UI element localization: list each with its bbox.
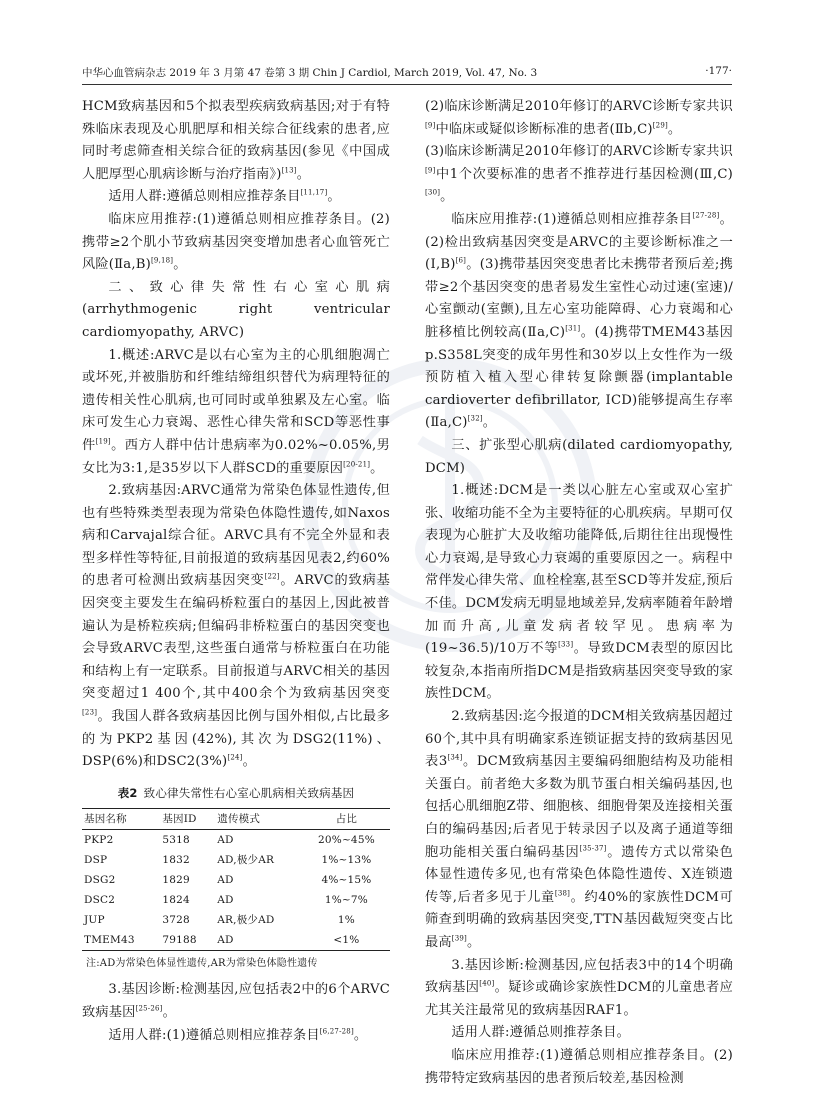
left-column (82, 96, 390, 1047)
paragraph: 1.概述:DCM是一类以心脏左心室或双心室扩张、收缩功能不全为主要特征的心肌疾病。早期可仅表现为心脏扩大及收缩功能降低,后期往往出现慢性心力衰竭,是导致心力衰竭的重要原因之一。病程中常伴发心律失常、血栓栓塞,甚至SCD等并发症,预后不佳。DCM发病无明显地域差异,发病率随着年龄增加而升高,儿童发病者较罕见。患病率为(19~36.5)/10万不等[33]。导致DCM表型的原因比较复杂,本指南所指DCM是指致病基因突变导致的家族性DCM。 (425, 483, 733, 702)
table-caption: 表2 致心律失常性右心室心肌病相关致病基因 (117, 785, 355, 800)
gene-table (82, 808, 390, 951)
page-number: ·177· (705, 65, 732, 77)
journal-citation: 中华心血管病杂志 2019 年 3 月第 47 卷第 3 期 Chin J Cardiol, March 2019, Vol. 47, No. 3 (82, 67, 538, 79)
right-column (425, 96, 733, 1090)
table-header: 占比 (335, 813, 358, 826)
table-row: DSG2 1829 AD 4%~15% (84, 874, 372, 887)
table-header: 基因ID (162, 813, 197, 826)
section-heading: 三、扩张型心肌病(dilated cardiomyopathy, DCM) (425, 437, 733, 476)
paragraph: 适用人群:(1)遵循总则相应推荐条目[6,27-28]。 (108, 1027, 368, 1043)
table-row: JUP 3728 AR,极少AD 1% (84, 914, 355, 927)
table-header: 遗传模式 (217, 813, 261, 826)
section-heading: 二、致心律失常性右心室心肌病(arrhythmogenic right ventricular cardiomyopathy, ARVC) (82, 279, 390, 340)
paragraph: (2)临床诊断满足2010年修订的ARVC诊断专家共识[9]中临床或疑似诊断标准的患者(Ⅱb,C)[29]。 (425, 99, 733, 137)
paragraph: 适用人群:遵循总则相应推荐条目[11,17]。 (108, 188, 341, 205)
paragraph: 1.概述:ARVC是以右心室为主的心肌细胞凋亡或坏死,并被脂肪和纤维结缔组织替代为病理特征的遗传相关性心肌病,也可同时或单独累及左心室。临床可发生心力衰竭、恶性心律失常和SCD等恶性事件[19]。西方人群中估计患病率为0.02%~0.05%,男女比为3:1,是35岁以下人群SCD的重要原因[20-21]。 (82, 347, 390, 476)
table-row: DSP 1832 AD,极少AR 1%~13% (84, 854, 372, 867)
table-header: 基因名称 (84, 813, 127, 826)
paragraph: 临床应用推荐:(1)遵循总则相应推荐条目[27-28]。(2)检出致病基因突变是ARVC的主要诊断标准之一(Ⅰ,B)[6]。(3)携带基因突变患者比未携带者预后差;携带≥2个基因突变的患者易发生室性心动过速(室速)/心室颤动(室颤),且左心室功能障碍、心力衰竭和心脏移植比例较高(Ⅱa,C)[31]。(4)携带TMEM43基因p.S358L突变的成年男性和30岁以上女性作为一级预防植入植入型心律转复除颤器(implantable cardioverter defibrillator, ICD)能够提高生存率(Ⅱa,C)[32]。 (425, 211, 733, 431)
paragraph: 2.致病基因:迄今报道的DCM相关致病基因超过60个,其中具有明确家系连锁证据支持的致病基因见表3[34]。DCM致病基因主要编码细胞结构及功能相关蛋白。前者绝大多数为肌节蛋白相关编码基因,也包括心肌细胞Z带、细胞核、细胞骨架及连接相关蛋白的编码基因;后者见于转录因子以及离子通道等细胞功能相关蛋白编码基因[35-37]。遗传方式以常染色体显性遗传多见,也有常染色体隐性遗传、X连锁遗传等,后者多见于儿童[38]。约40%的家族性DCM可筛查到明确的致病基因突变,TTN基因截短突变占比最高[39]。 (425, 709, 733, 950)
table-row: PKP2 5318 AD 20%~45% (84, 834, 375, 847)
paragraph: HCM致病基因和5个拟表型疾病致病基因;对于有特殊临床表现及心肌肥厚和相关综合征线索的患者,应同时考虑筛查相关综合征的致病基因(参见《中国成人肥厚型心肌病诊断与治疗指南》)[13]。 (82, 99, 390, 182)
paragraph: 临床应用推荐:(1)遵循总则相应推荐条目。(2)携带≥2个肌小节致病基因突变增加患者心血管死亡风险(Ⅱa,B)[9,18]。 (82, 211, 390, 273)
paragraph: 临床应用推荐:(1)遵循总则相应推荐条目。(2)携带特定致病基因的患者预后较差,基因检测 (425, 1047, 733, 1086)
table-row: DSC2 1824 AD 1%~7% (84, 894, 368, 907)
paragraph: 适用人群:遵循总则推荐条目。 (451, 1025, 631, 1041)
paragraph: (3)临床诊断满足2010年修订的ARVC诊断专家共识[9]中1个次要标准的患者不推荐进行基因检测(Ⅲ,C)[30]。 (425, 144, 733, 205)
table-row: TMEM43 79188 AD <1% (82, 930, 390, 951)
paragraph: 3.基因诊断:检测基因,应包括表2中的6个ARVC致病基因[25-26]。 (82, 982, 390, 1020)
running-header (82, 62, 732, 85)
table-note: 注:AD为常染色体显性遗传,AR为常染色体隐性遗传 (86, 958, 318, 970)
paragraph: 2.致病基因:ARVC通常为常染色体显性遗传,但也有些特殊类型表现为常染色体隐性遗传,如Naxos病和Carvajal综合征。ARVC具有不完全外显和表型多样性等特征,目前报道的致病基因见表2,约60%的患者可检测出致病基因突变[22]。ARVC的致病基因突变主要发生在编码桥粒蛋白的基因上,因此被普遍认为是桥粒疾病;但编码非桥粒蛋白的基因突变也会导致ARVC表型,这些蛋白通常与桥粒蛋白在功能和结构上有一定联系。目前报道与ARVC相关的基因突变超过1 400个,其中400余个为致病基因突变[23]。我国人群各致病基因比例与国外相似,占比最多的为PKP2基因(42%),其次为DSG2(11%)、DSP(6%)和DSC2(3%)[24]。 (82, 483, 390, 770)
paragraph: 3.基因诊断:检测基因,应包括表3中的14个明确致病基因[40]。疑诊或确诊家族性DCM的儿童患者应尤其关注最常见的致病基因RAF1。 (425, 957, 733, 1018)
